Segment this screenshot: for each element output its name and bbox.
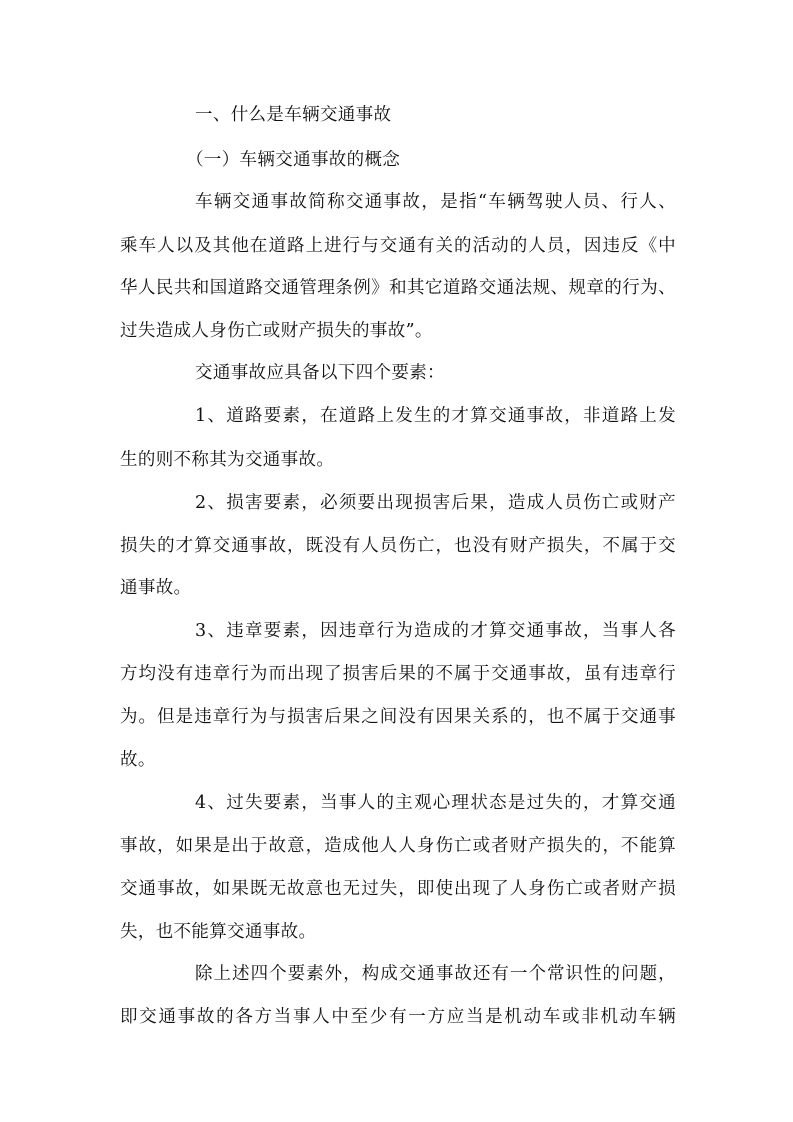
paragraph-line: 过失造成人身伤亡或财产损失的事故”。 xyxy=(120,321,433,341)
paragraph-line: 即交通事故的各方当事人中至少有一方应当是机动车或非机动车辆 xyxy=(120,1007,676,1027)
paragraph-line: 通事故。 xyxy=(120,578,192,598)
paragraph-line: 3、违章要素，因违章行为造成的才算交通事故，当事人各 xyxy=(195,621,676,641)
paragraph-line: 故。 xyxy=(120,750,156,770)
paragraph-line: 4、过失要素，当事人的主观心理状态是过失的，才算交通 xyxy=(195,793,676,813)
paragraph-line: 交通事故，如果既无故意也无过失，即使出现了人身伤亡或者财产损 xyxy=(120,879,676,899)
paragraph-line: 2、损害要素，必须要出现损害后果，造成人员伤亡或财产 xyxy=(195,493,676,513)
paragraph-line: 车辆交通事故简称交通事故，是指“车辆驾驶人员、行人、 xyxy=(195,192,676,212)
paragraph-line: 1、道路要素，在道路上发生的才算交通事故，非道路上发 xyxy=(195,406,676,426)
paragraph-line: 损失的才算交通事故，既没有人员伤亡，也没有财产损失，不属于交 xyxy=(120,536,676,556)
paragraph-line: 生的则不称其为交通事故。 xyxy=(120,450,335,470)
section-heading: 一、什么是车辆交通事故 xyxy=(195,105,392,125)
paragraph-line: 事故，如果是出于故意，造成他人人身伤亡或者财产损失的，不能算 xyxy=(120,836,676,856)
paragraph-line: 为。但是违章行为与损害后果之间没有因果关系的，也不属于交通事 xyxy=(120,707,676,727)
paragraph-line: 除上述四个要素外，构成交通事故还有一个常识性的问题， xyxy=(195,964,676,984)
subsection-heading: （一）车辆交通事故的概念 xyxy=(186,150,401,170)
paragraph-line: 交通事故应具备以下四个要素： xyxy=(195,363,445,383)
paragraph-line: 华人民共和国道路交通管理条例》和其它道路交通法规、规章的行为、 xyxy=(120,278,676,298)
paragraph-line: 失，也不能算交通事故。 xyxy=(120,922,317,942)
paragraph-line: 方均没有违章行为而出现了损害后果的不属于交通事故，虽有违章行 xyxy=(120,664,676,684)
paragraph-line: 乘车人以及其他在道路上进行与交通有关的活动的人员，因违反《中 xyxy=(120,236,676,256)
